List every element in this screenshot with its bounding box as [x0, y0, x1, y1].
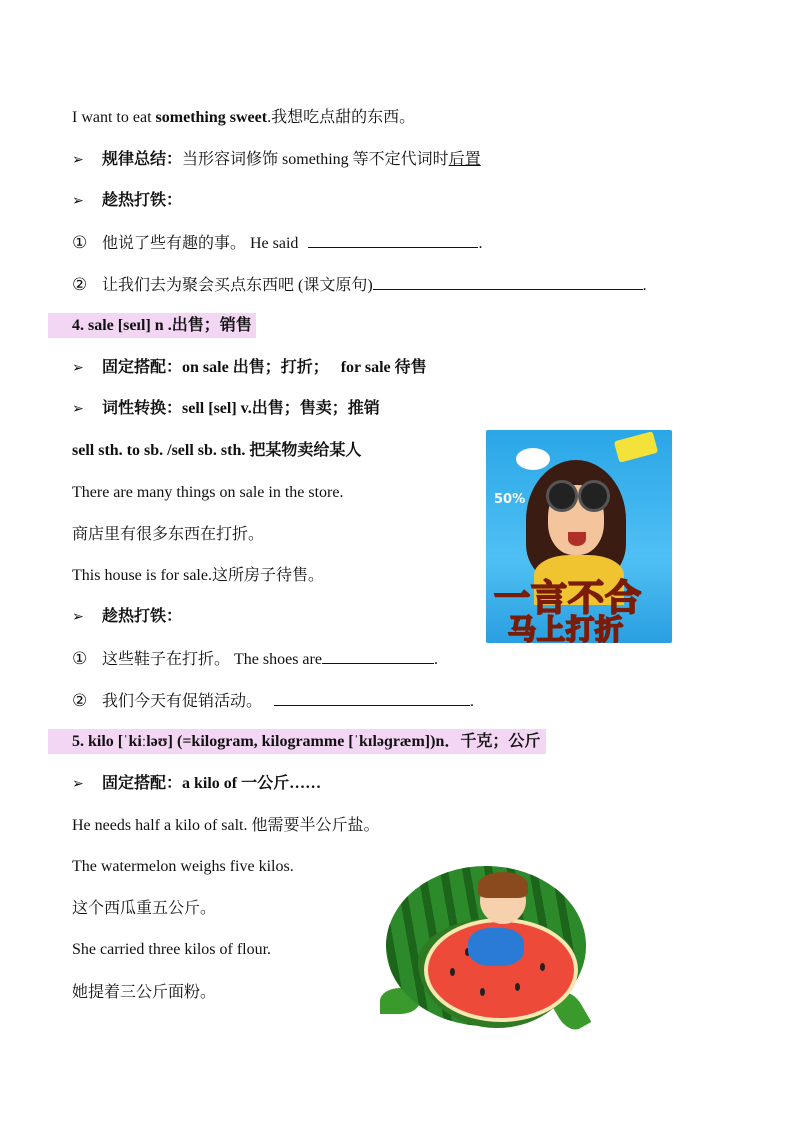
discount-tag: 50%: [494, 492, 526, 507]
practice-heading-1: ➢ 趁热打铁：: [72, 188, 182, 214]
example-7: 她提着三公斤面粉。: [72, 984, 217, 1001]
word-conversion: ➢ 词性转换：sell [sel] v.出售；售卖；推销: [72, 396, 380, 422]
sale-poster-image: [486, 430, 672, 643]
rule-summary: ➢ 规律总结：当形容词修饰 something 等不定代词时后置: [72, 147, 481, 173]
example-en-1: There are many things on sale in the store.: [72, 484, 344, 501]
example-3: He needs half a kilo of salt. 他需要半公斤盐。: [72, 817, 380, 834]
arrow-bullet-icon: ➢: [72, 776, 84, 792]
heading-sale: 4. sale [seɪl] n .出售；销售: [72, 313, 256, 339]
poster-headline: 一言不合: [494, 578, 643, 619]
example-4: The watermelon weighs five kilos.: [72, 858, 294, 875]
exercise-q1: ① 他说了些有趣的事。 He said .: [72, 233, 483, 253]
practice-heading-2: ➢ 趁热打铁：: [72, 604, 182, 630]
watermelon-kid-image: [380, 858, 598, 1034]
example-5: 这个西瓜重五公斤。: [72, 900, 217, 917]
arrow-bullet-icon: ➢: [72, 193, 84, 209]
example-2: This house is for sale.这所房子待售。: [72, 567, 324, 584]
arrow-bullet-icon: ➢: [72, 401, 84, 417]
example-cn-1: 商店里有很多东西在打折。: [72, 526, 265, 543]
binoculars-icon: [546, 480, 578, 512]
arrow-bullet-icon: ➢: [72, 152, 84, 168]
exercise-q2: ② 让我们去为聚会买点东西吧 (课文原句) .: [72, 275, 647, 295]
arrow-bullet-icon: ➢: [72, 360, 84, 376]
example-6: She carried three kilos of flour.: [72, 941, 272, 958]
arrow-bullet-icon: ➢: [72, 609, 84, 625]
fixed-collocation-kilo: ➢ 固定搭配：a kilo of 一公斤……: [72, 771, 321, 797]
answer-blank[interactable]: [373, 273, 643, 290]
poster-subheadline: 马上打折: [508, 613, 625, 643]
sentence-something-sweet: I want to eat something sweet.我想吃点甜的东西。: [72, 109, 416, 126]
sell-usage: sell sth. to sb. /sell sb. sth. 把某物卖给某人: [72, 442, 362, 459]
answer-blank[interactable]: [322, 647, 434, 664]
answer-blank[interactable]: [274, 689, 470, 706]
fixed-collocation-sale: ➢ 固定搭配：on sale 出售；打折； for sale 待售: [72, 355, 427, 381]
exercise-q3: ① 这些鞋子在打折。 The shoes are .: [72, 649, 438, 669]
answer-blank[interactable]: [308, 231, 478, 248]
exercise-q4: ② 我们今天有促销活动。 .: [72, 691, 475, 711]
heading-kilo: 5. kilo [ˈkiːləʊ] (=kilogram, kilogramme [ˈkɪləɡræm])n．千克；公斤: [72, 729, 546, 755]
